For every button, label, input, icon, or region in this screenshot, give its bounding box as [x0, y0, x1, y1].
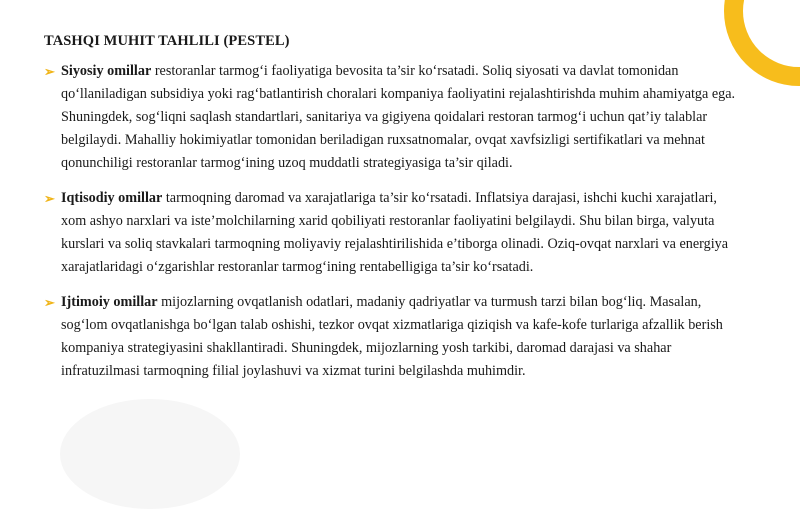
- bullet-economic: [44, 187, 744, 279]
- arrow-bullet-icon: ➢: [44, 295, 55, 310]
- bullet-text: restoranlar tarmog‘i faoliyatiga bevosita ta’sir ko‘rsatadi. Soliq siyosati va davlat tomonidan qo‘llaniladigan subsidiya yoki rag‘batlantirish choralari kompaniya faoliyatini rejalashtirishda muhim ahamiyatga ega. Shuningdek, sog‘liqni saqlash standartlari, sanitariya va gigiyena qoidalari restoran tarmog‘i uchun qat’iy talablar belgilaydi. Mahalliy hokimiyatlar tomonidan beriladigan ruxsatnomalar, ovqat xavfsizligi sertifikatlari va mehnat qonunchiligi restoranlar tarmog‘ining uzoq muddatli strategiyasiga ta’sir qiladi.: [61, 63, 736, 171]
- bullet-text: tarmoqning daromad va xarajatlariga ta’sir ko‘rsatadi. Inflatsiya darajasi, ishchi kuchi xarajatlari, xom ashyo narxlari va iste’molchilarning xarid qobiliyati restoranlar faoliyatini belgilaydi. Shu bilan birga, valyuta kurslari va soliq stavkalari tarmoqning moliyaviy rejalashtirilishida e’tiborga olinadi. Oziq-ovqat narxlari va energiya xarajatlaridagi o‘zgarishlar restoranlar tarmog‘ining rentabelligiga ta’sir ko‘rsatadi.: [61, 190, 729, 275]
- decorative-shape: [60, 399, 240, 509]
- bullet-list: [44, 60, 744, 395]
- bullet-term: Iqtisodiy omillar: [61, 190, 163, 206]
- bullet-term: Siyosiy omillar: [61, 63, 152, 79]
- bullet-text: mijozlarning ovqatlanish odatlari, madaniy qadriyatlar va turmush tarzi bilan bog‘liq. Masalan, sog‘lom ovqatlanishga bo‘lgan talab oshishi, tezkor ovqat xizmatlariga qiziqish va kafe-kofe turlariga afzallik berish kompaniya strategiyasini shakllantiradi. Shuningdek, mijozlarning yosh tarkibi, daromad darajasi va shahar infratuzilmasi tarmoqning filial joylashuvi va xizmat turini belgilashda muhimdir.: [61, 294, 723, 379]
- slide-title: TASHQI MUHIT TAHLILI (PESTEL): [44, 33, 290, 49]
- bullet-social: [44, 291, 744, 383]
- bullet-term: Ijtimoiy omillar: [61, 294, 158, 310]
- bullet-political: [44, 60, 744, 175]
- arrow-bullet-icon: ➢: [44, 64, 55, 79]
- arrow-bullet-icon: ➢: [44, 191, 55, 206]
